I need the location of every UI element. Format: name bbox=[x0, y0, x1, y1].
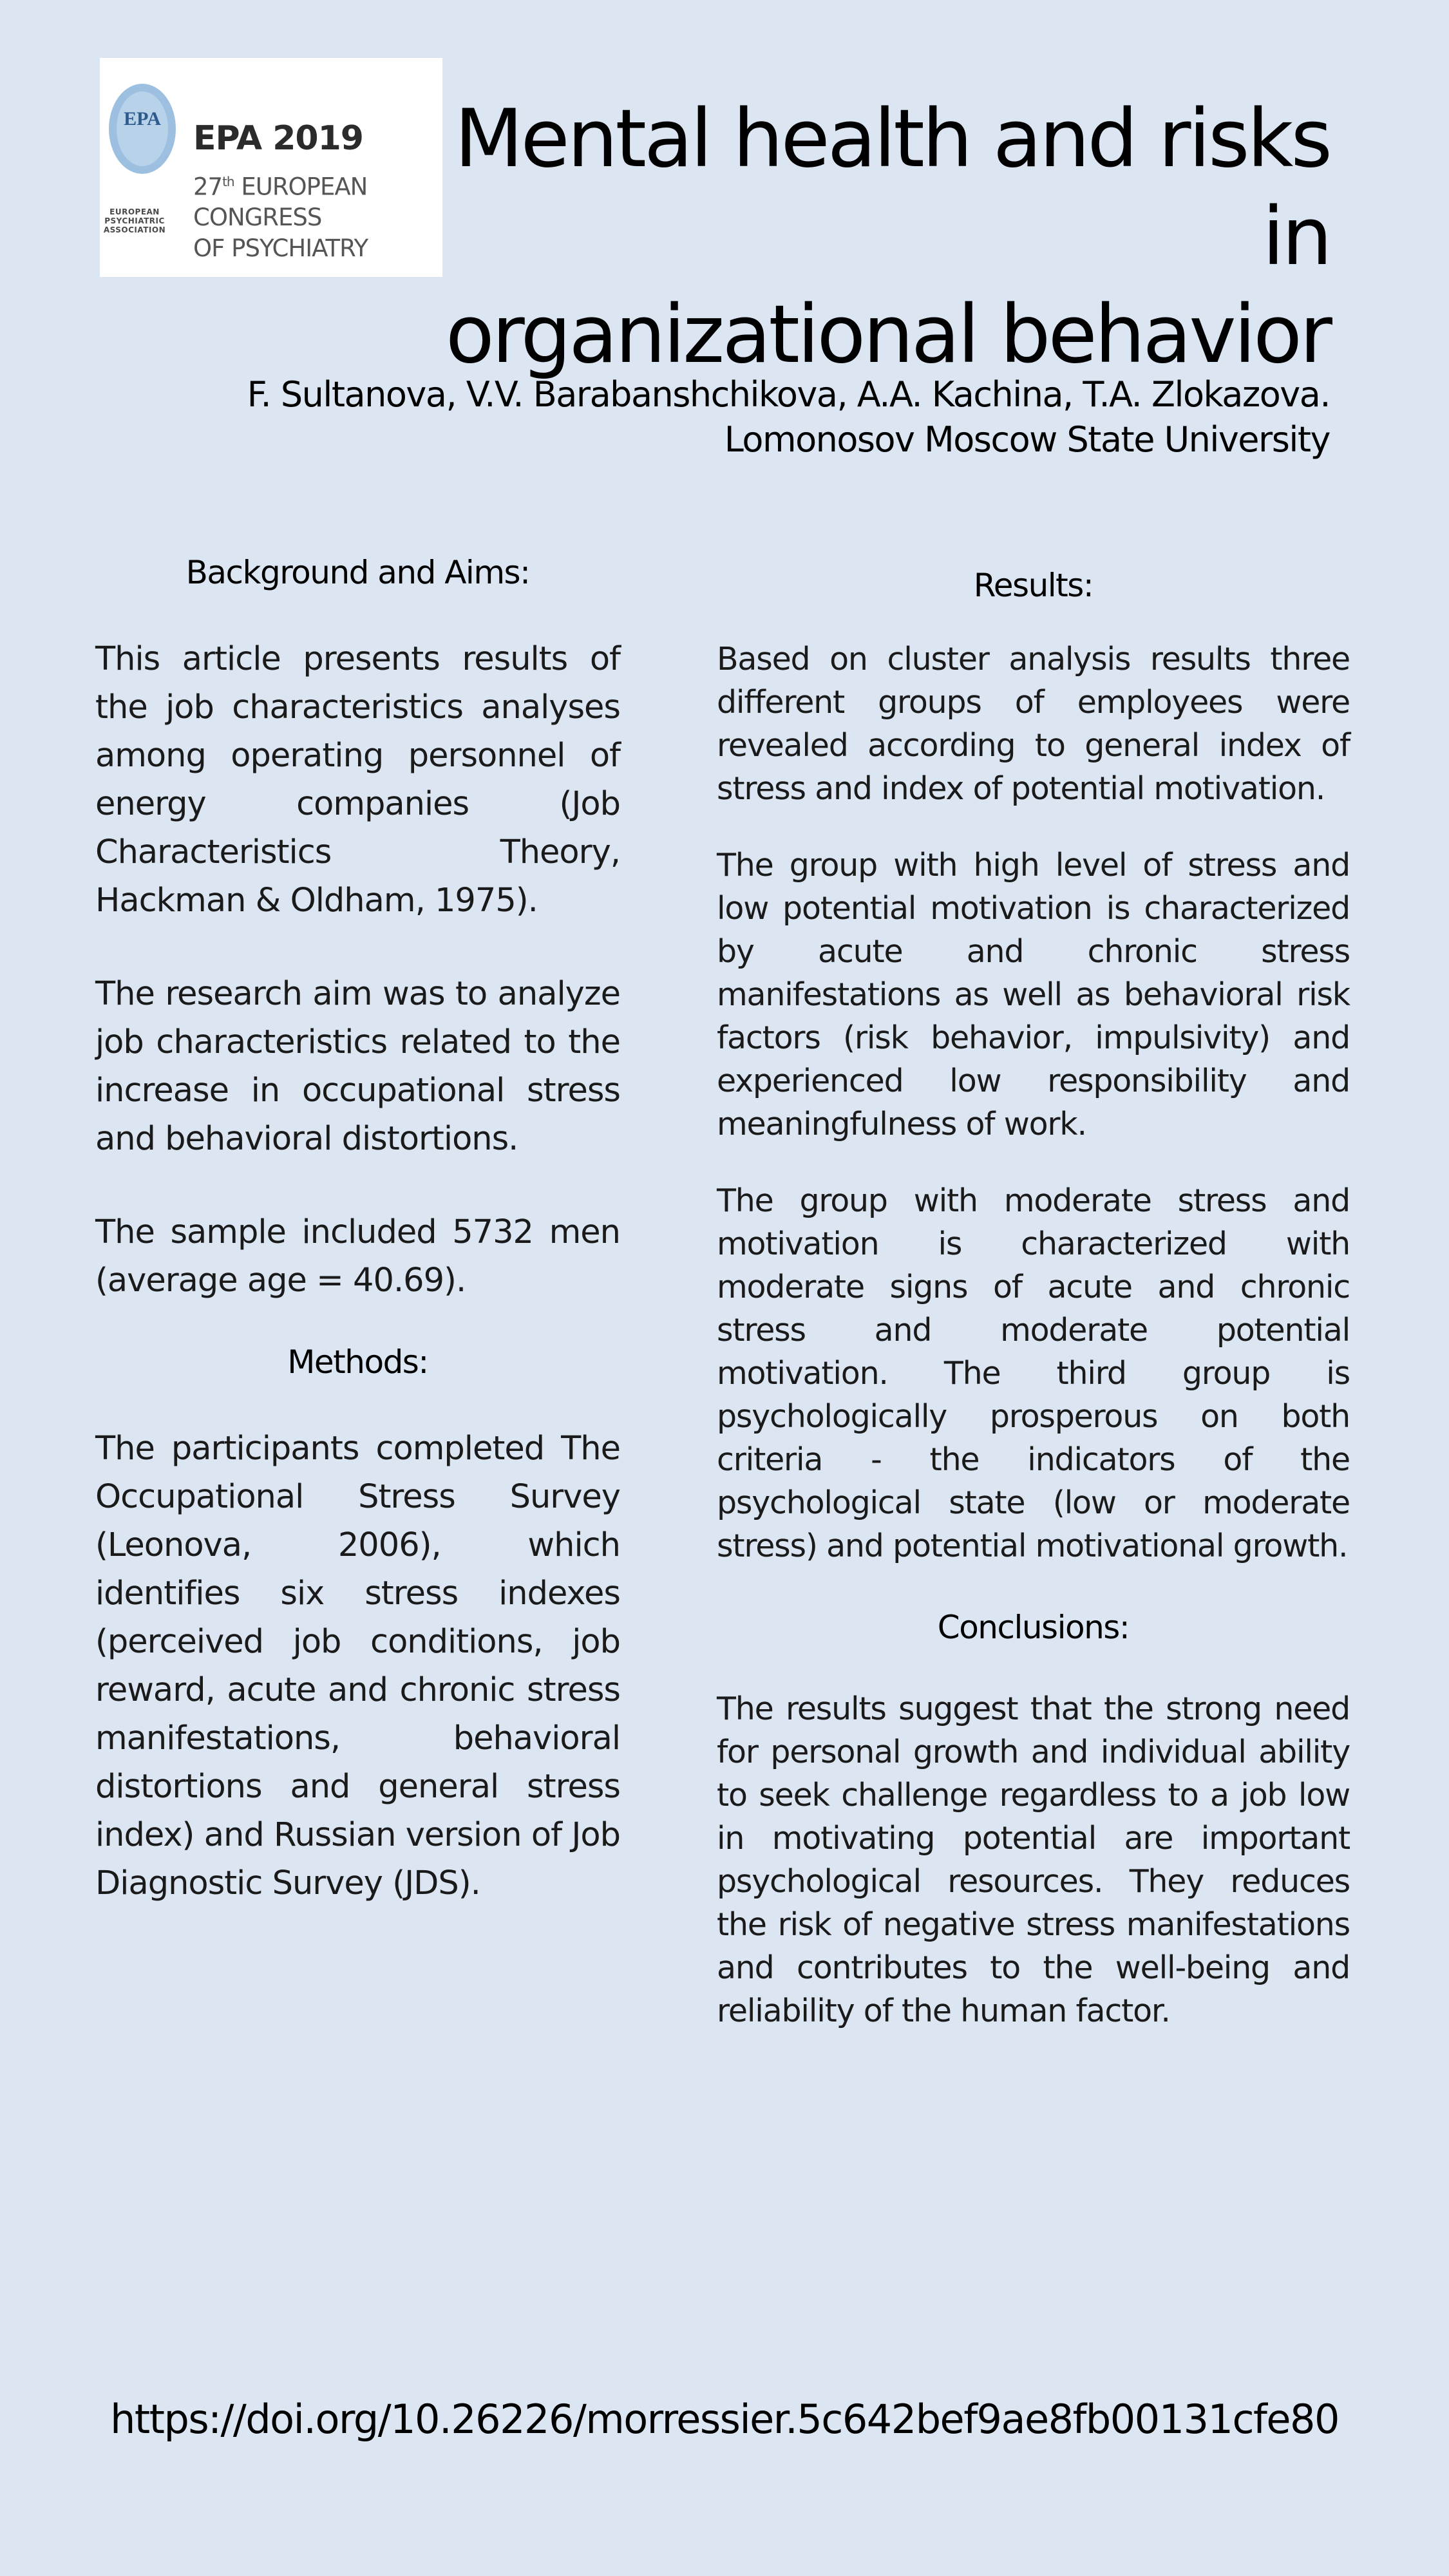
epa-logo bbox=[100, 58, 442, 277]
logo-sub-number: 27 bbox=[193, 173, 223, 201]
conclusions-heading: Conclusions: bbox=[937, 1609, 1130, 1646]
logo-sub-rest: EUROPEAN CONGRESS bbox=[193, 173, 368, 232]
left-column bbox=[95, 554, 620, 1908]
logo-sub-line2: OF PSYCHIATRY bbox=[193, 234, 368, 263]
emblem-label: EPA bbox=[124, 108, 161, 129]
background-heading: Background and Aims: bbox=[185, 554, 530, 591]
logo-subtitle bbox=[193, 166, 444, 264]
methods-paragraph: The participants completed The Occupational Stress Survey (Leonova, 2006), which identifies six stress indexes (perceived job conditions, job reward, acute and chronic stress manifestations, behavioral distortions and general stress index) and Russian version of Job Diagnostic Survey (JDS). bbox=[95, 1430, 620, 1902]
epa-emblem-icon bbox=[104, 82, 181, 192]
background-paragraph-1: This article presents results of the job characteristics analyses among operating personnel of energy companies (Job Characteristics Theory, Hackman & Oldham, 1975). bbox=[95, 640, 620, 920]
logo-sub-sup: th bbox=[222, 174, 234, 189]
poster-title bbox=[428, 90, 1330, 384]
methods-heading: Methods: bbox=[287, 1343, 428, 1381]
results-paragraph-1: Based on cluster analysis results three different groups of employees were revealed according to general index of stress and index of potential motivation. bbox=[717, 641, 1350, 807]
doi-link[interactable]: https://doi.org/10.26226/morressier.5c642bef9ae8fb00131cfe80 bbox=[110, 2396, 1339, 2443]
conclusions-paragraph: The results suggest that the strong need for personal growth and individual ability to seek challenge regardless to a job low in motivating potential are important psychological resources. They reduces the risk of negative stress manifestations and contributes to the well-being and reliability of the human factor. bbox=[717, 1690, 1350, 2029]
affiliation: Lomonosov Moscow State University bbox=[724, 419, 1330, 460]
emblem-caption: EUROPEAN PSYCHIATRIC ASSOCIATION bbox=[103, 207, 166, 234]
results-heading: Results: bbox=[973, 567, 1094, 604]
title-line-2: organizational behavior bbox=[445, 289, 1330, 381]
title-line-1: Mental health and risks in bbox=[454, 93, 1330, 283]
right-column bbox=[717, 567, 1350, 2032]
author-names: F. Sultanova, V.V. Barabanshchikova, A.A. Kachina, T.A. Zlokazova. bbox=[247, 374, 1330, 415]
background-paragraph-3: The sample included 5732 men (average age = 40.69). bbox=[95, 1213, 620, 1300]
authors-block bbox=[106, 372, 1330, 462]
results-paragraph-3: The group with moderate stress and motivation is characterized with moderate signs of acute and chronic stress and moderate potential motivation. The third group is psychologically prosperous on both criteria - the indicators of the psychological state (low or moderate stress) and potential motivational growth. bbox=[717, 1182, 1350, 1564]
results-paragraph-2: The group with high level of stress and low potential motivation is characterized by acute and chronic stress manifestations as well as behavioral risk factors (risk behavior, impulsivity) and experienced low responsibility and meaningfulness of work. bbox=[717, 847, 1350, 1142]
logo-title: EPA 2019 bbox=[193, 119, 363, 158]
background-paragraph-2: The research aim was to analyze job characteristics related to the increase in occupational stress and behavioral distortions. bbox=[95, 975, 620, 1158]
